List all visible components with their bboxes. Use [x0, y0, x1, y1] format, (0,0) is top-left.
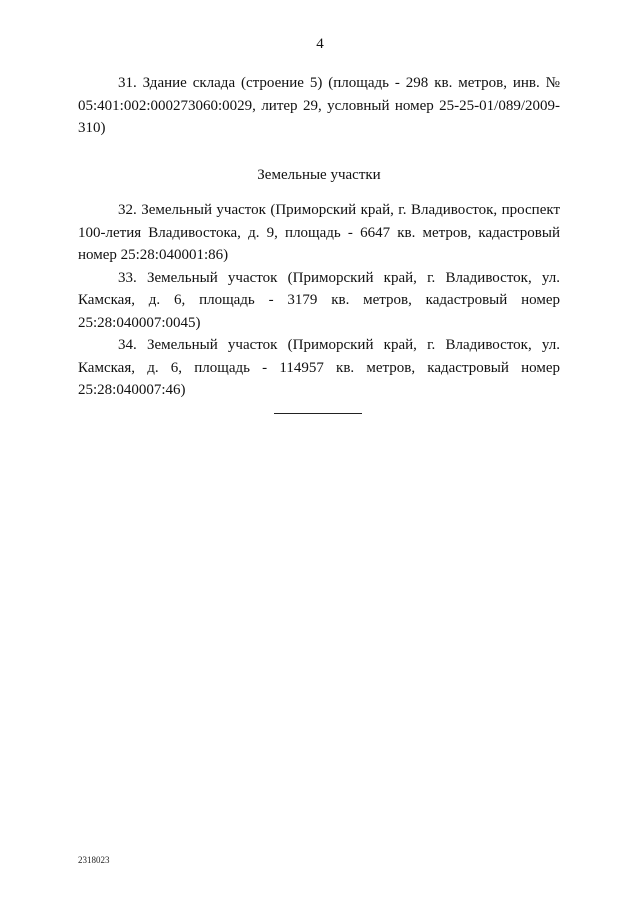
page-number: 4 [316, 36, 324, 52]
list-item-31: 31. Здание склада (строение 5) (площадь - 298 кв. метров, инв. № 05:401:002:000273060:0029, литер 29, условный номер 25-25-01/089/2009-310) [78, 75, 560, 136]
list-item-33: 33. Земельный участок (Приморский край, г. Владивосток, ул. Камская, д. 6, площадь - 3179 кв. метров, кадастровый номер 25:28:040007:0045) [78, 269, 560, 331]
end-divider [274, 413, 362, 414]
document-body [78, 72, 560, 402]
document-code: 2318023 [78, 855, 110, 865]
section-heading: Земельные участки [257, 166, 381, 183]
list-item-32: 32. Земельный участок (Приморский край, г. Владивосток, проспект 100-летия Владивостока, д. 9, площадь - 6647 кв. метров, кадастровый номер 25:28:040001:86) [78, 202, 560, 263]
list-item-34: 34. Земельный участок (Приморский край, г. Владивосток, ул. Камская, д. 6, площадь - 114957 кв. метров, кадастровый номер 25:28:040007:46) [78, 337, 560, 398]
